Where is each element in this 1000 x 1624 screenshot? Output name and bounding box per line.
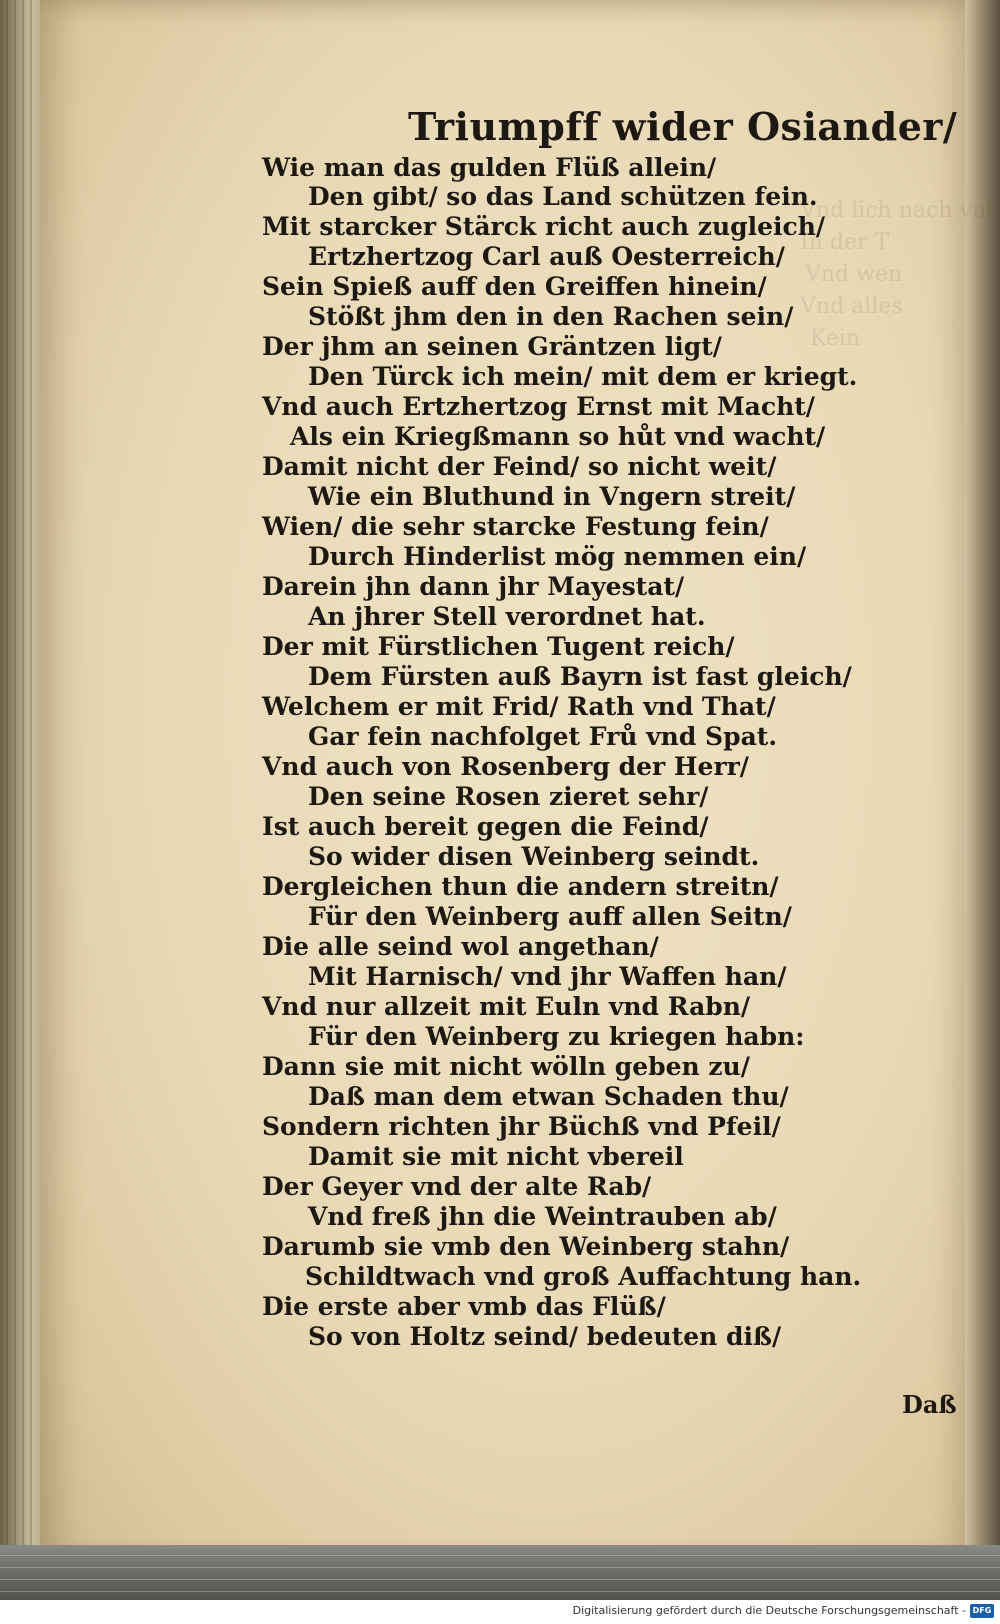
footer-credit: Digitalisierung gefördert durch die Deutsche Forschungsgemeinschaft - [572,1604,966,1617]
verse-line: Dem Fürsten auß Bayrn ist fast gleich/ [308,662,852,691]
verse-line: Stößt jhm den in den Rachen sein/ [308,302,794,331]
verse-line: Dergleichen thun die andern streitn/ [262,872,779,901]
verse-line: So wider disen Weinberg seindt. [308,842,760,871]
verse-line: Darein jhn dann jhr Mayestat/ [262,572,685,601]
catchword: Daß [902,1390,957,1419]
book-edge-right [962,0,1000,1624]
verse-line: Den gibt/ so das Land schützen fein. [308,182,818,211]
verse-line: Welchem er mit Frid/ Rath vnd That/ [262,692,776,721]
verse-line: Durch Hinderlist mög nemmen ein/ [308,542,807,571]
verse-line: Schildtwach vnd groß Auffachtung han. [305,1262,862,1291]
verse-line: Die alle seind wol angethan/ [262,932,659,961]
verse-line: Den seine Rosen zieret sehr/ [308,782,709,811]
verse-line: Darumb sie vmb den Weinberg stahn/ [262,1232,790,1261]
verse-line: Ertzhertzog Carl auß Oesterreich/ [308,242,785,271]
page-stack-bottom [0,1545,1000,1600]
verse-line: Der Geyer vnd der alte Rab/ [262,1172,652,1201]
verse-line: Die erste aber vmb das Flüß/ [262,1292,666,1321]
verse-line: Daß man dem etwan Schaden thu/ [308,1082,789,1111]
verse-line: Mit starcker Stärck richt auch zugleich/ [262,212,826,241]
dfg-logo-icon: DFG [970,1604,994,1618]
running-head: Triumpff wider Osiander/ [408,104,958,149]
verse-line: Mit Harnisch/ vnd jhr Waffen han/ [308,962,787,991]
verse-line: Vnd freß jhn die Weintrauben ab/ [308,1202,777,1231]
scan-viewport: Vnd lich nach vnt In der T Vnd wen Vnd alles Kein Triumpff wider Osiander/ Wie man das gulden Flüß allein/ Den gibt/ so das Land schützen fein. Mit starcker Stärck richt auch zugleich/ Ertzhertzog Carl auß Oesterreich/ Sein Spieß auff den Greiffen hinein/ Stößt jhm den in den Rachen sein/ Der jhm an seinen Gräntzen ligt/ Den Türck ich mein/ mit dem er kriegt. Vnd auch Ertzhertzog Ernst mit Macht/ Als ein Kriegßmann so hůt vnd wacht/ Damit nicht der Feind/ so nicht weit/ Wie ein Bluthund in Vngern streit/ Wien/ die sehr starcke Festung fein/ Durch Hinderlist mög nemmen ein/ Darein jhn dann jhr Mayestat/ An jhrer Stell verordnet hat. Der mit Fürstlichen Tugent reich/ Dem Fürsten auß Bayrn ist fast gleich/ Welchem er mit Frid/ Rath vnd That/ Gar fein nachfolget Frů vnd Spat. Vnd auch von Rosenberg der Herr/ Den seine Rosen zieret sehr/ Ist auch bereit gegen die Feind/ So wider disen Weinberg seindt. Dergleichen thun die andern streitn/ Für den Weinberg auff allen Seitn/ Die alle seind wol angethan/ Mit Harnisch/ vnd jhr Waffen han/ Vnd nur allzeit mit Euln vnd Rabn/ Für den Weinberg zu kriegen habn: Dann sie mit nicht wölln geben zu/ Daß man dem etwan Schaden thu/ Sondern richten jhr Büchß vnd Pfeil/ Damit sie mit nicht vbereil Der Geyer vnd der alte Rab/ Vnd freß jhn die Weintrauben ab/ Darumb sie vmb den Weinberg stahn/ Schildtwach vnd groß Auffachtung han. Die erste aber vmb das Flüß/ So von Holtz seind/ bedeuten diß/ Daß Digitalisierung gefördert durch die Deutsche Forschungsgemeinschaft - DFG [0,0,1000,1624]
verse-line: Dann sie mit nicht wölln geben zu/ [262,1052,750,1081]
verse-line: An jhrer Stell verordnet hat. [308,602,706,631]
verse-line: Wie man das gulden Flüß allein/ [262,153,717,182]
verse-line: Wien/ die sehr starcke Festung fein/ [262,512,769,541]
verse-line: Sondern richten jhr Büchß vnd Pfeil/ [262,1112,781,1141]
verse-line: Vnd nur allzeit mit Euln vnd Rabn/ [262,992,751,1021]
verse-line: Damit sie mit nicht vbereil [308,1142,684,1171]
verse-line: So von Holtz seind/ bedeuten diß/ [308,1322,782,1351]
verse-line: Den Türck ich mein/ mit dem er kriegt. [308,362,858,391]
verse-line: Damit nicht der Feind/ so nicht weit/ [262,452,777,481]
verse-line: Vnd auch Ertzhertzog Ernst mit Macht/ [262,392,815,421]
verse-line: Als ein Kriegßmann so hůt vnd wacht/ [290,422,826,451]
verse-line: Der mit Fürstlichen Tugent reich/ [262,632,735,661]
verse-line: Für den Weinberg auff allen Seitn/ [308,902,792,931]
verse-line: Der jhm an seinen Gräntzen ligt/ [262,332,722,361]
verse-line: Sein Spieß auff den Greiffen hinein/ [262,272,767,301]
verse-line: Wie ein Bluthund in Vngern streit/ [308,482,796,511]
verse-line: Für den Weinberg zu kriegen habn: [308,1022,805,1051]
verse-line: Gar fein nachfolget Frů vnd Spat. [308,722,778,751]
verse-line: Ist auch bereit gegen die Feind/ [262,812,709,841]
digitization-footer [0,1600,1000,1624]
verse-line: Vnd auch von Rosenberg der Herr/ [262,752,749,781]
